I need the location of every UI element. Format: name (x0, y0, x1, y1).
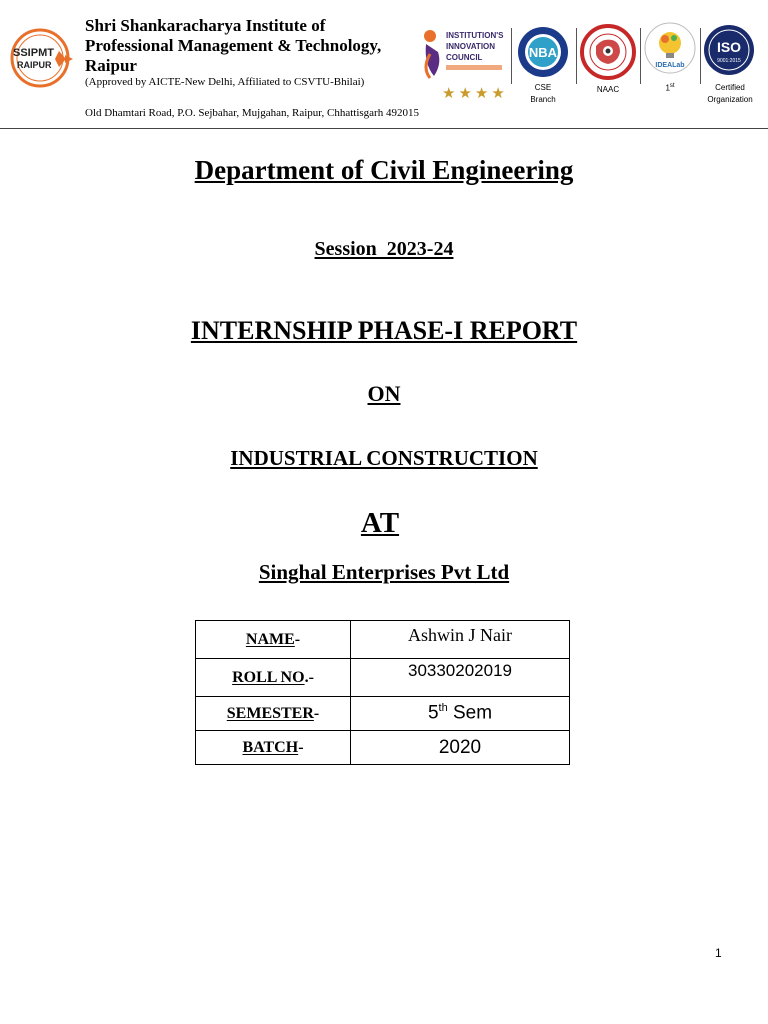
semester-label-text: SEMESTER (226, 704, 314, 722)
nba-caption-1: CSE (534, 83, 552, 92)
nba-caption-2: Branch (530, 95, 556, 104)
batch-label (196, 731, 351, 765)
idealab-caption-sup: st (669, 83, 675, 89)
roll-label (196, 659, 351, 697)
report-title-text: INTERNSHIP PHASE-I REPORT (190, 316, 578, 345)
iso-text: ISO (716, 39, 742, 55)
idealab-badge (644, 22, 696, 74)
logo-text-line1: SSIPMT (13, 47, 54, 59)
naac-caption: NAAC (596, 85, 620, 94)
iso-subtext: 9001:2015 (717, 58, 741, 64)
iso-badge (703, 24, 755, 76)
on-text: ON (367, 381, 401, 406)
table-row (196, 697, 570, 731)
approval-note: (Approved by AICTE-New Delhi, Affiliated to CSVTU-Bhilai) (85, 76, 365, 88)
name-label-text: NAME (245, 630, 295, 648)
report-title (0, 316, 768, 346)
name-value: Ashwin J Nair (351, 621, 570, 659)
iso-caption-2: Organization (707, 95, 753, 104)
idealab-caption (640, 80, 700, 95)
rating-stars: ★★★★ (442, 84, 508, 102)
table-row (196, 659, 570, 697)
table-row (196, 731, 570, 765)
semester-label (196, 697, 351, 731)
iic-text-1: INSTITUTION'S (446, 31, 504, 40)
department-text: Department of Civil Engineering (194, 155, 574, 185)
nba-text: NBA (528, 45, 558, 60)
at-heading (0, 507, 768, 540)
semester-value-tail: Sem (447, 702, 493, 724)
badge-divider (511, 28, 512, 84)
badge-divider (576, 28, 577, 84)
iso-caption-1: Certified (715, 83, 745, 92)
badge-divider (700, 28, 701, 84)
institute-logo (9, 27, 76, 90)
logo-text-line2: RAIPUR (17, 60, 52, 70)
session-heading (0, 238, 768, 261)
at-text: AT (360, 507, 400, 539)
semester-value (351, 697, 570, 731)
semester-label-suffix: - (313, 704, 320, 722)
roll-label-text: ROLL NO (232, 668, 305, 686)
semester-value-sup: th (438, 702, 448, 715)
badge-divider (640, 28, 641, 84)
batch-value: 2020 (351, 731, 570, 765)
header-divider (0, 128, 768, 129)
semester-value-main: 5 (427, 702, 439, 724)
innovation-council-badge (420, 24, 510, 80)
session-text: Session 2023-24 (314, 238, 454, 260)
name-label-suffix: - (294, 630, 301, 648)
topic-text: INDUSTRIAL CONSTRUCTION (230, 446, 538, 470)
innovation-council-icon (424, 30, 436, 42)
page-number: 1 (715, 946, 722, 960)
nba-badge (515, 26, 572, 78)
idealab-caption-main: 1 (665, 83, 670, 93)
roll-label-suffix: .- (304, 668, 314, 686)
table-row (196, 621, 570, 659)
institute-name: Shri Shankaracharya Institute of Professional Management & Technology, Raipur (85, 16, 382, 75)
department-heading (0, 155, 768, 186)
roll-value: 30330202019 (351, 659, 570, 697)
student-details-table (195, 620, 570, 765)
company-text: Singhal Enterprises Pvt Ltd (258, 560, 510, 584)
idealab-text: IDEALab (655, 62, 685, 69)
topic-heading (0, 446, 768, 471)
iic-text-3: COUNCIL (446, 53, 483, 62)
naac-badge (580, 24, 636, 80)
institute-address: Old Dhamtari Road, P.O. Sejbahar, Mujgahan, Raipur, Chhattisgarh 492015 (85, 107, 419, 119)
name-label (196, 621, 351, 659)
company-name (0, 560, 768, 585)
on-heading (0, 381, 768, 407)
batch-label-text: BATCH (242, 738, 299, 756)
iic-text-2: INNOVATION (446, 42, 496, 51)
batch-label-suffix: - (298, 738, 304, 756)
